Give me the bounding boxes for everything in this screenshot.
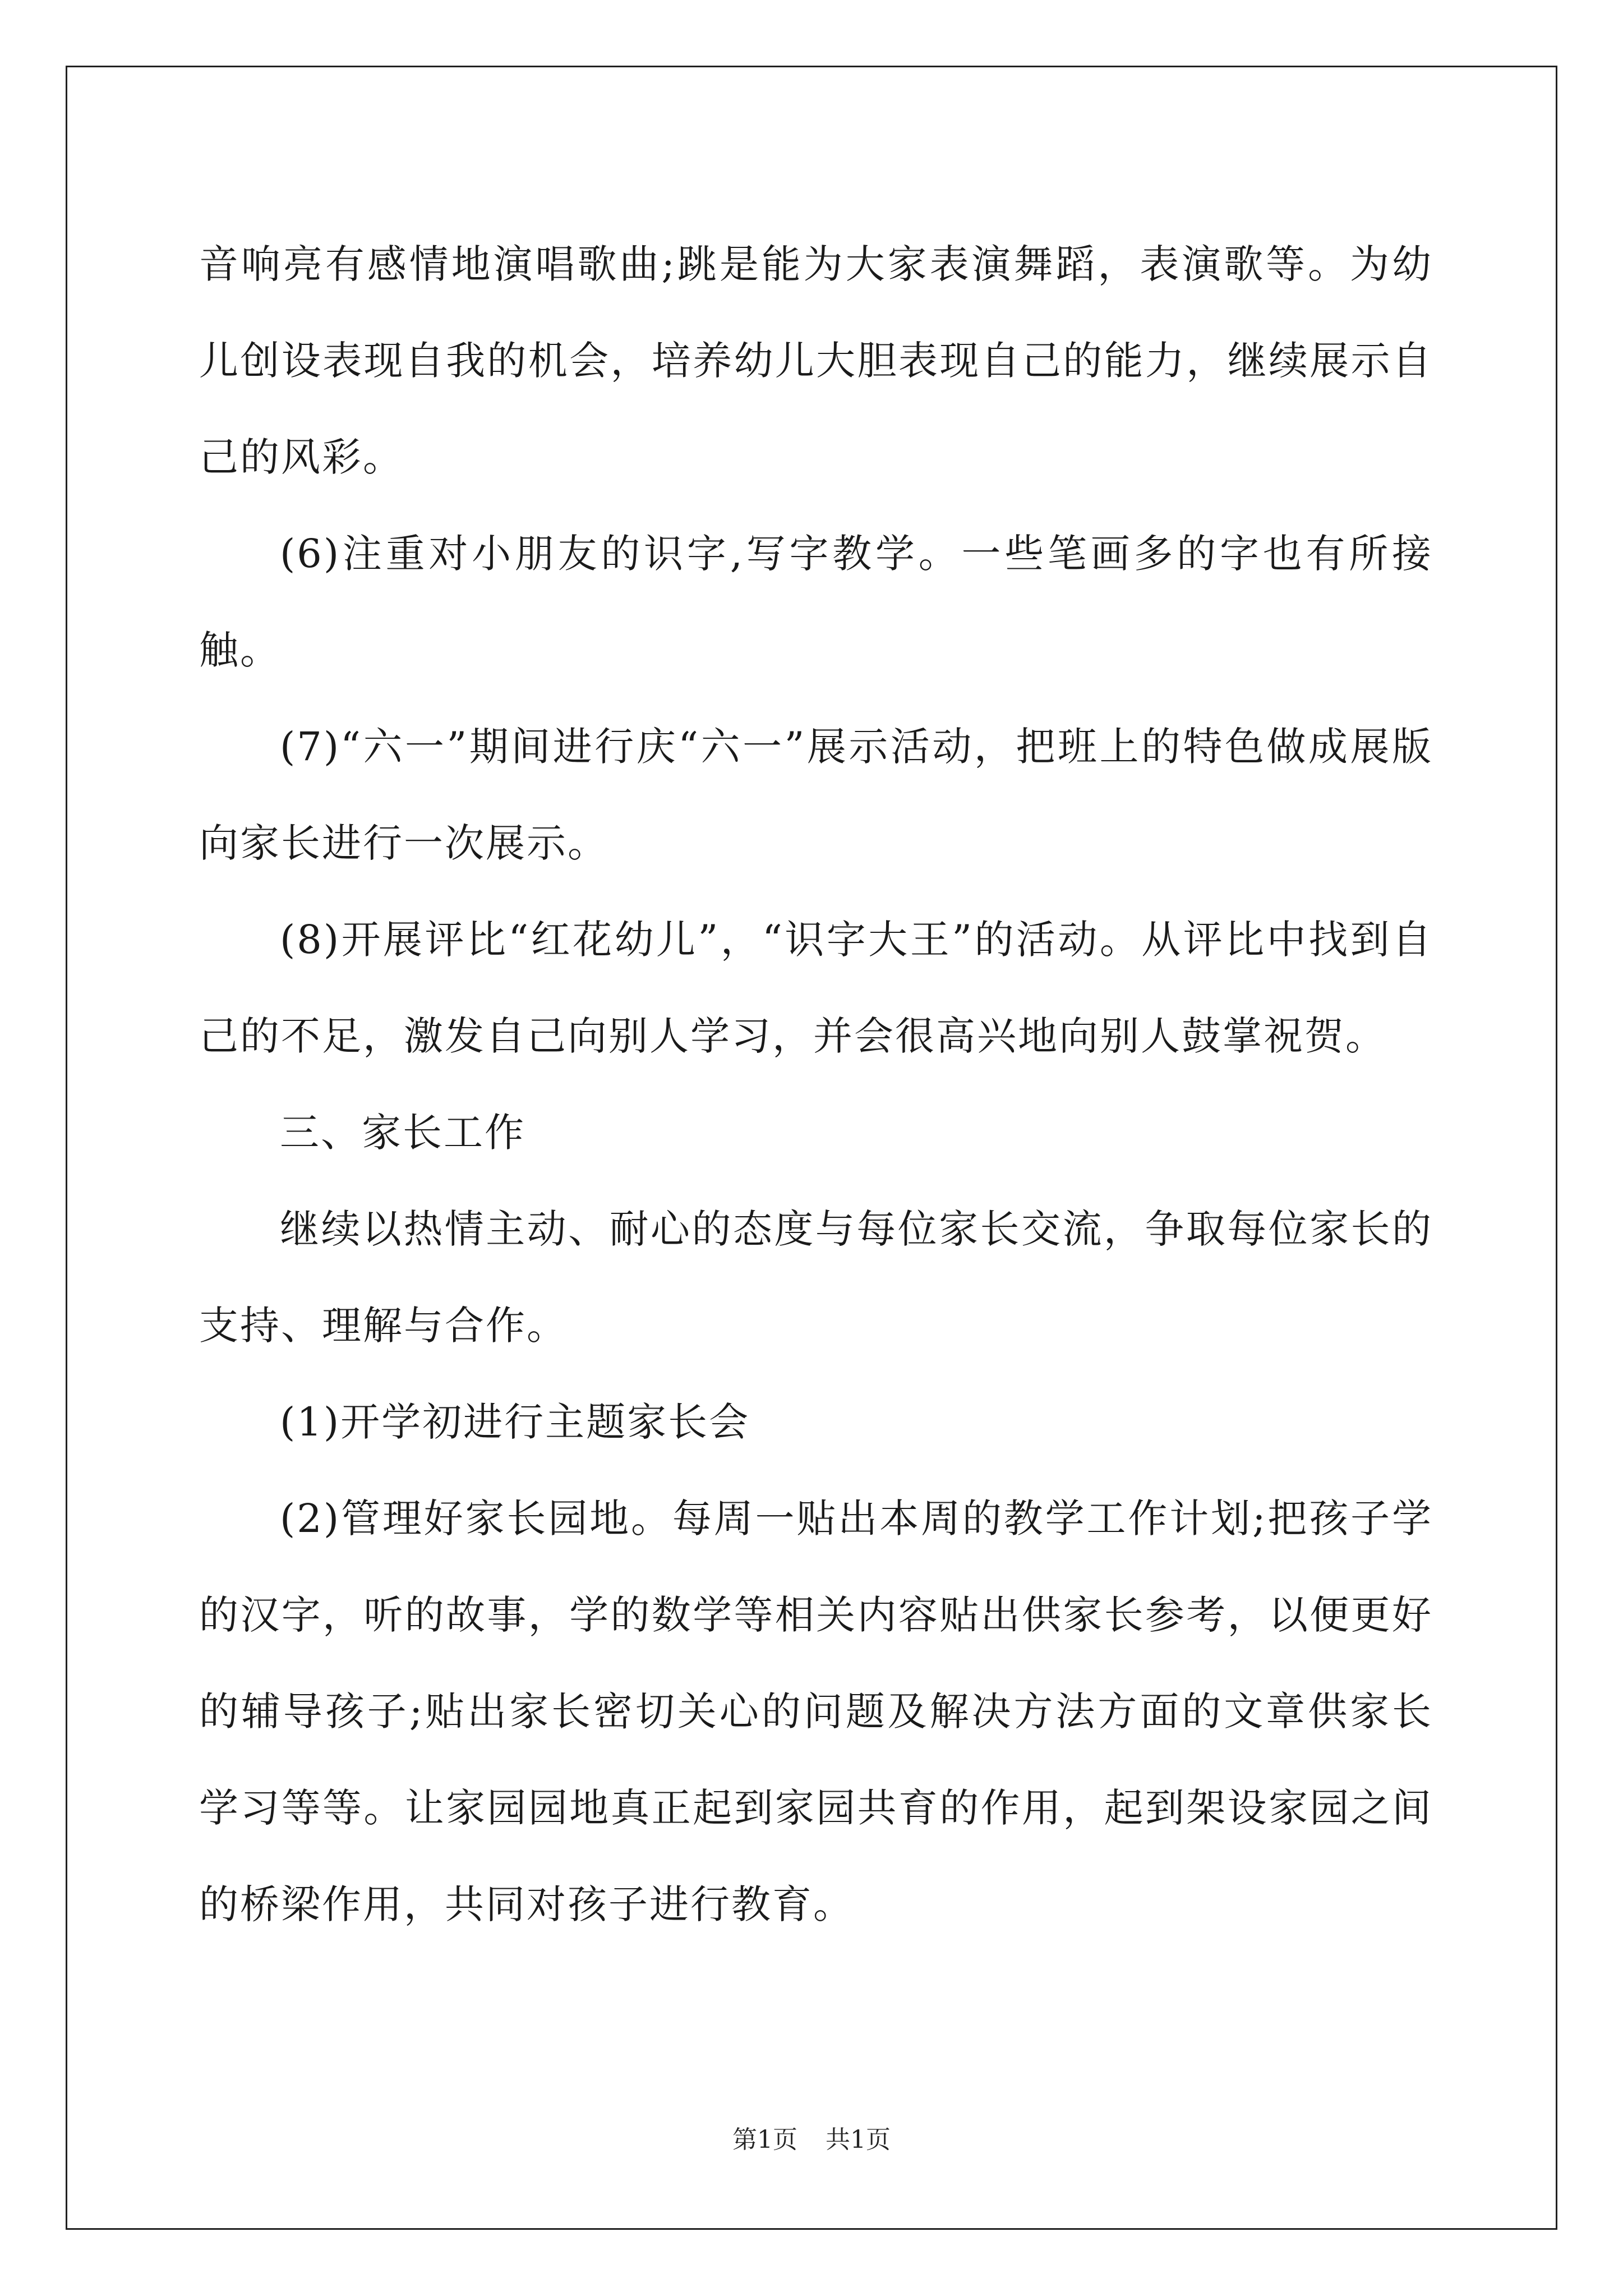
paragraph-parent-item-2: (2)管理好家长园地。每周一贴出本周的教学工作计划;把孩子学的汉字，听的故事，学的数学等相关内容贴出供家长参考，以便更好的辅导孩子;贴出家长密切关心的问题及解决方法方面的文章供家长学习等等。让家园园地真正起到家园共育的作用，起到架设家园之间的桥梁作用，共同对孩子进行教育。 [199,1496,1433,1927]
paragraph-item-7: (7)“六一”期间进行庆“六一”展示活动，把班上的特色做成展版向家长进行一次展示。 [199,724,1433,866]
section-heading-parent-work: 三、家长工作 [280,1110,525,1156]
paragraph-item-8: (8)开展评比“红花幼儿”，“识字大王”的活动。从评比中找到自己的不足，激发自己向别人学习，并会很高兴地向别人鼓掌祝贺。 [199,917,1433,1059]
paragraph-parent-item-1: (1)开学初进行主题家长会 [280,1399,750,1445]
paragraph-parent-intro: 继续以热情主动、耐心的态度与每位家长交流，争取每位家长的支持、理解与合作。 [199,1206,1433,1349]
page-number-current: 第1页 [732,2125,797,2154]
page-number-total: 共1页 [826,2125,891,2154]
page-footer [0,2123,1623,2157]
document-body [199,216,1433,1953]
paragraph-item-6: (6)注重对小朋友的识字,写字教学。一些笔画多的字也有所接触。 [199,531,1433,673]
paragraph-1: 音响亮有感情地演唱歌曲;跳是能为大家表演舞蹈，表演歌等。为幼儿创设表现自我的机会，培养幼儿大胆表现自己的能力，继续展示自己的风彩。 [199,241,1433,480]
